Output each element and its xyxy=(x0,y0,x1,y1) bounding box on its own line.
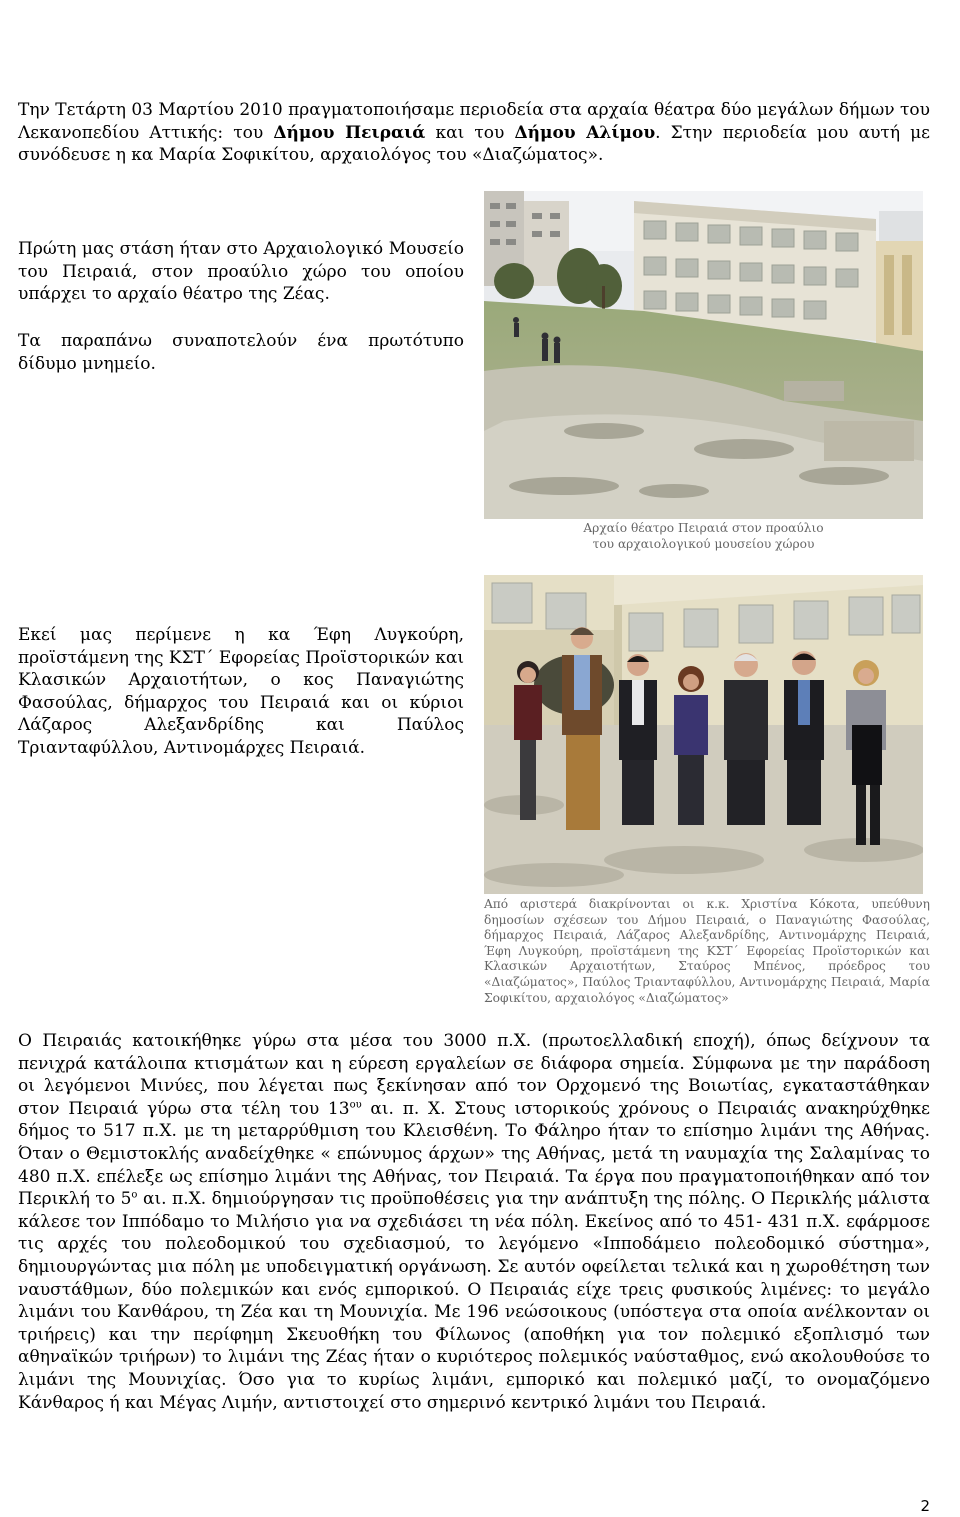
photo-theatre-zea xyxy=(484,191,923,519)
intro-text-2: και του xyxy=(425,122,515,143)
intro-bold-piraeus: Δήμου Πειραιά xyxy=(273,122,426,143)
photo1-caption-line2: του αρχαιολογικού μουσείου χώρου xyxy=(592,536,815,551)
history-text-2: αι. π. Χ. Στους ιστορικούς χρόνους ο Πειραιάς ανακηρύχθηκε δήμος το 517 π.Χ. με τη μεταρρύθμιση του Κλεισθένη. Το Φάληρο ήταν το επίσημο λιμάνι της Αθήνας. Όταν ο Θεμιστοκλής αναδείχθηκε « επώνυμος άρχων» της Αθήνας, μετά τη ναυμαχία της Σαλαμίνας το 480 π.Χ. επέλεξε ως επίσημο λιμάνι της Αθήνας, τον Πειραιά. Τα έργα που πραγματοποιήθηκαν από τον Περικλή το 5 xyxy=(18,1098,930,1210)
intro-text-1: Την Τετάρτη 03 Μαρτίου 2010 πραγματοποιήσαμε περιοδεία στα αρχαία θέατρα δύο μεγάλων δήμων του Λεκανοπεδίου Αττικής: του xyxy=(18,100,930,143)
intro-bold-alimos: Δήμου Αλίμου xyxy=(514,122,656,143)
history-superscript-1: ου xyxy=(349,1099,362,1111)
history-superscript-2: ο xyxy=(131,1189,138,1201)
history-text-1: Ο Πειραιάς κατοικήθηκε γύρω στα μέσα του 3000 π.Χ. (πρωτοελλαδική εποχή), όπως δείχνουν τα πενιχρά κατάλοιπα κτισμάτων και η εύρεση εργαλείων σε διάφορα σημεία. Σύμφωνα με την παράδοση οι λεγόμενοι Μινύες, που λέγεται πως ξεκίνησαν από τον Ορχομενό της Βοιωτίας, εγκαταστάθηκαν στον Πειραιά γύρω στα τέλη του 13 xyxy=(18,1031,930,1119)
first-stop-paragraph: Πρώτη μας στάση ήταν στο Αρχαιολογικό Μουσείο του Πειραιά, στον προαύλιο χώρο του οποίου υπάρχει το αρχαίο θέατρο της Ζέας. xyxy=(18,239,464,305)
twin-monument-paragraph: Τα παραπάνω συναποτελούν ένα πρωτότυπο δίδυμο μνημείο. xyxy=(18,331,464,374)
history-paragraph xyxy=(18,1030,930,1414)
photo-officials-group xyxy=(484,575,923,894)
officials-paragraph: Εκεί μας περίμενε η κα Έφη Λυγκούρη, προϊστάμενη της ΚΣΤ΄ Εφορείας Προϊστορικών και Κλασικών Αρχαιοτήτων, ο κος Παναγιώτης Φασούλας, δήμαρχος του Πειραιά και οι κύριοι Λάζαρος Αλεξανδρίδης και Παύλος Τριανταφύλλου, Αντινομάρχες Πειραιά. xyxy=(18,625,464,758)
intro-paragraph xyxy=(18,99,930,167)
page-number: 2 xyxy=(920,1497,930,1515)
intro-text-3: . Στην περιοδεία μου αυτή με συνόδευσε η κα Μαρία Σοφικίτου, αρχαιολόγος του «Διαζώματος». xyxy=(18,122,930,166)
photo2-caption: Από αριστερά διακρίνονται οι κ.κ. Χριστίνα Κόκοτα, υπεύθυνη δημοσίων σχέσεων του Δήμου Πειραιά, ο Παναγιώτης Φασούλας, δήμαρχος Πειραιά, Λάζαρος Αλεξανδρίδης, Αντινομάρχης Πειραιά, Έφη Λυγκούρη, προϊστάμενη της ΚΣΤ΄ Εφορείας Προϊστορικών και Κλασικών Αρχαιοτήτων, Σταύρος Μπένος, πρόεδρος του «Διαζώματος», Παύλος Τριανταφύλλου, Αντινομάρχης Πειραιά, Μαρία Σοφικίτου, αρχαιολόγος «Διαζώματος» xyxy=(484,897,930,1005)
photo1-caption xyxy=(484,521,923,552)
photo1-caption-line1: Αρχαίο θέατρο Πειραιά στον προαύλιο xyxy=(583,521,824,535)
history-text-3: αι. π.Χ. δημιούργησαν τις προϋποθέσεις για την ανάπτυξη της πόλης. Ο Περικλής μάλιστα κάλεσε τον Ιππόδαμο το Μιλήσιο για να σχεδιάσει τη νέα πόλη. Εκείνος από το 451- 431 π.Χ. εφάρμοσε τις αρχές του πολεοδομικού του σχεδιασμού, το λεγόμενο «Ιπποδάμειο πολεοδομικό σύστημα», δημιουργώντας μια πόλη με υποδειγματική οργάνωση. Σε αυτόν οφείλεται τελικά και η χωροθέτηση των ναυστάθμων, δύο πολεμικών και ενός εμπορικού. Ο Πειραιάς είχε τρεις φυσικούς λιμένες: το μεγάλο λιμάνι του Κανθάρου, τη Ζέα και τη Μουνιχία. Με 196 νεώσοικους (υπόστεγα στα οποία ανέλκονταν οι τριήρεις) και την περίφημη Σκευοθήκη του Φίλωνος (αποθήκη για τον πολεμικό εξοπλισμό των αθηναϊκών τριήρων) το λιμάνι της Ζέας ήταν ο κυριότερος πολεμικός ναύσταθμος, ενώ ακολουθούσε το λιμάνι της Μουνιχίας. Όσο για το κυρίως λιμάνι, εμπορικό και πολεμικό μαζί, το ονομαζόμενο Κάνθαρος ή και Μέγας Λιμήν, αντιστοιχεί στο σημερινό κεντρικό λιμάνι του Πειραιά. xyxy=(18,1189,931,1413)
